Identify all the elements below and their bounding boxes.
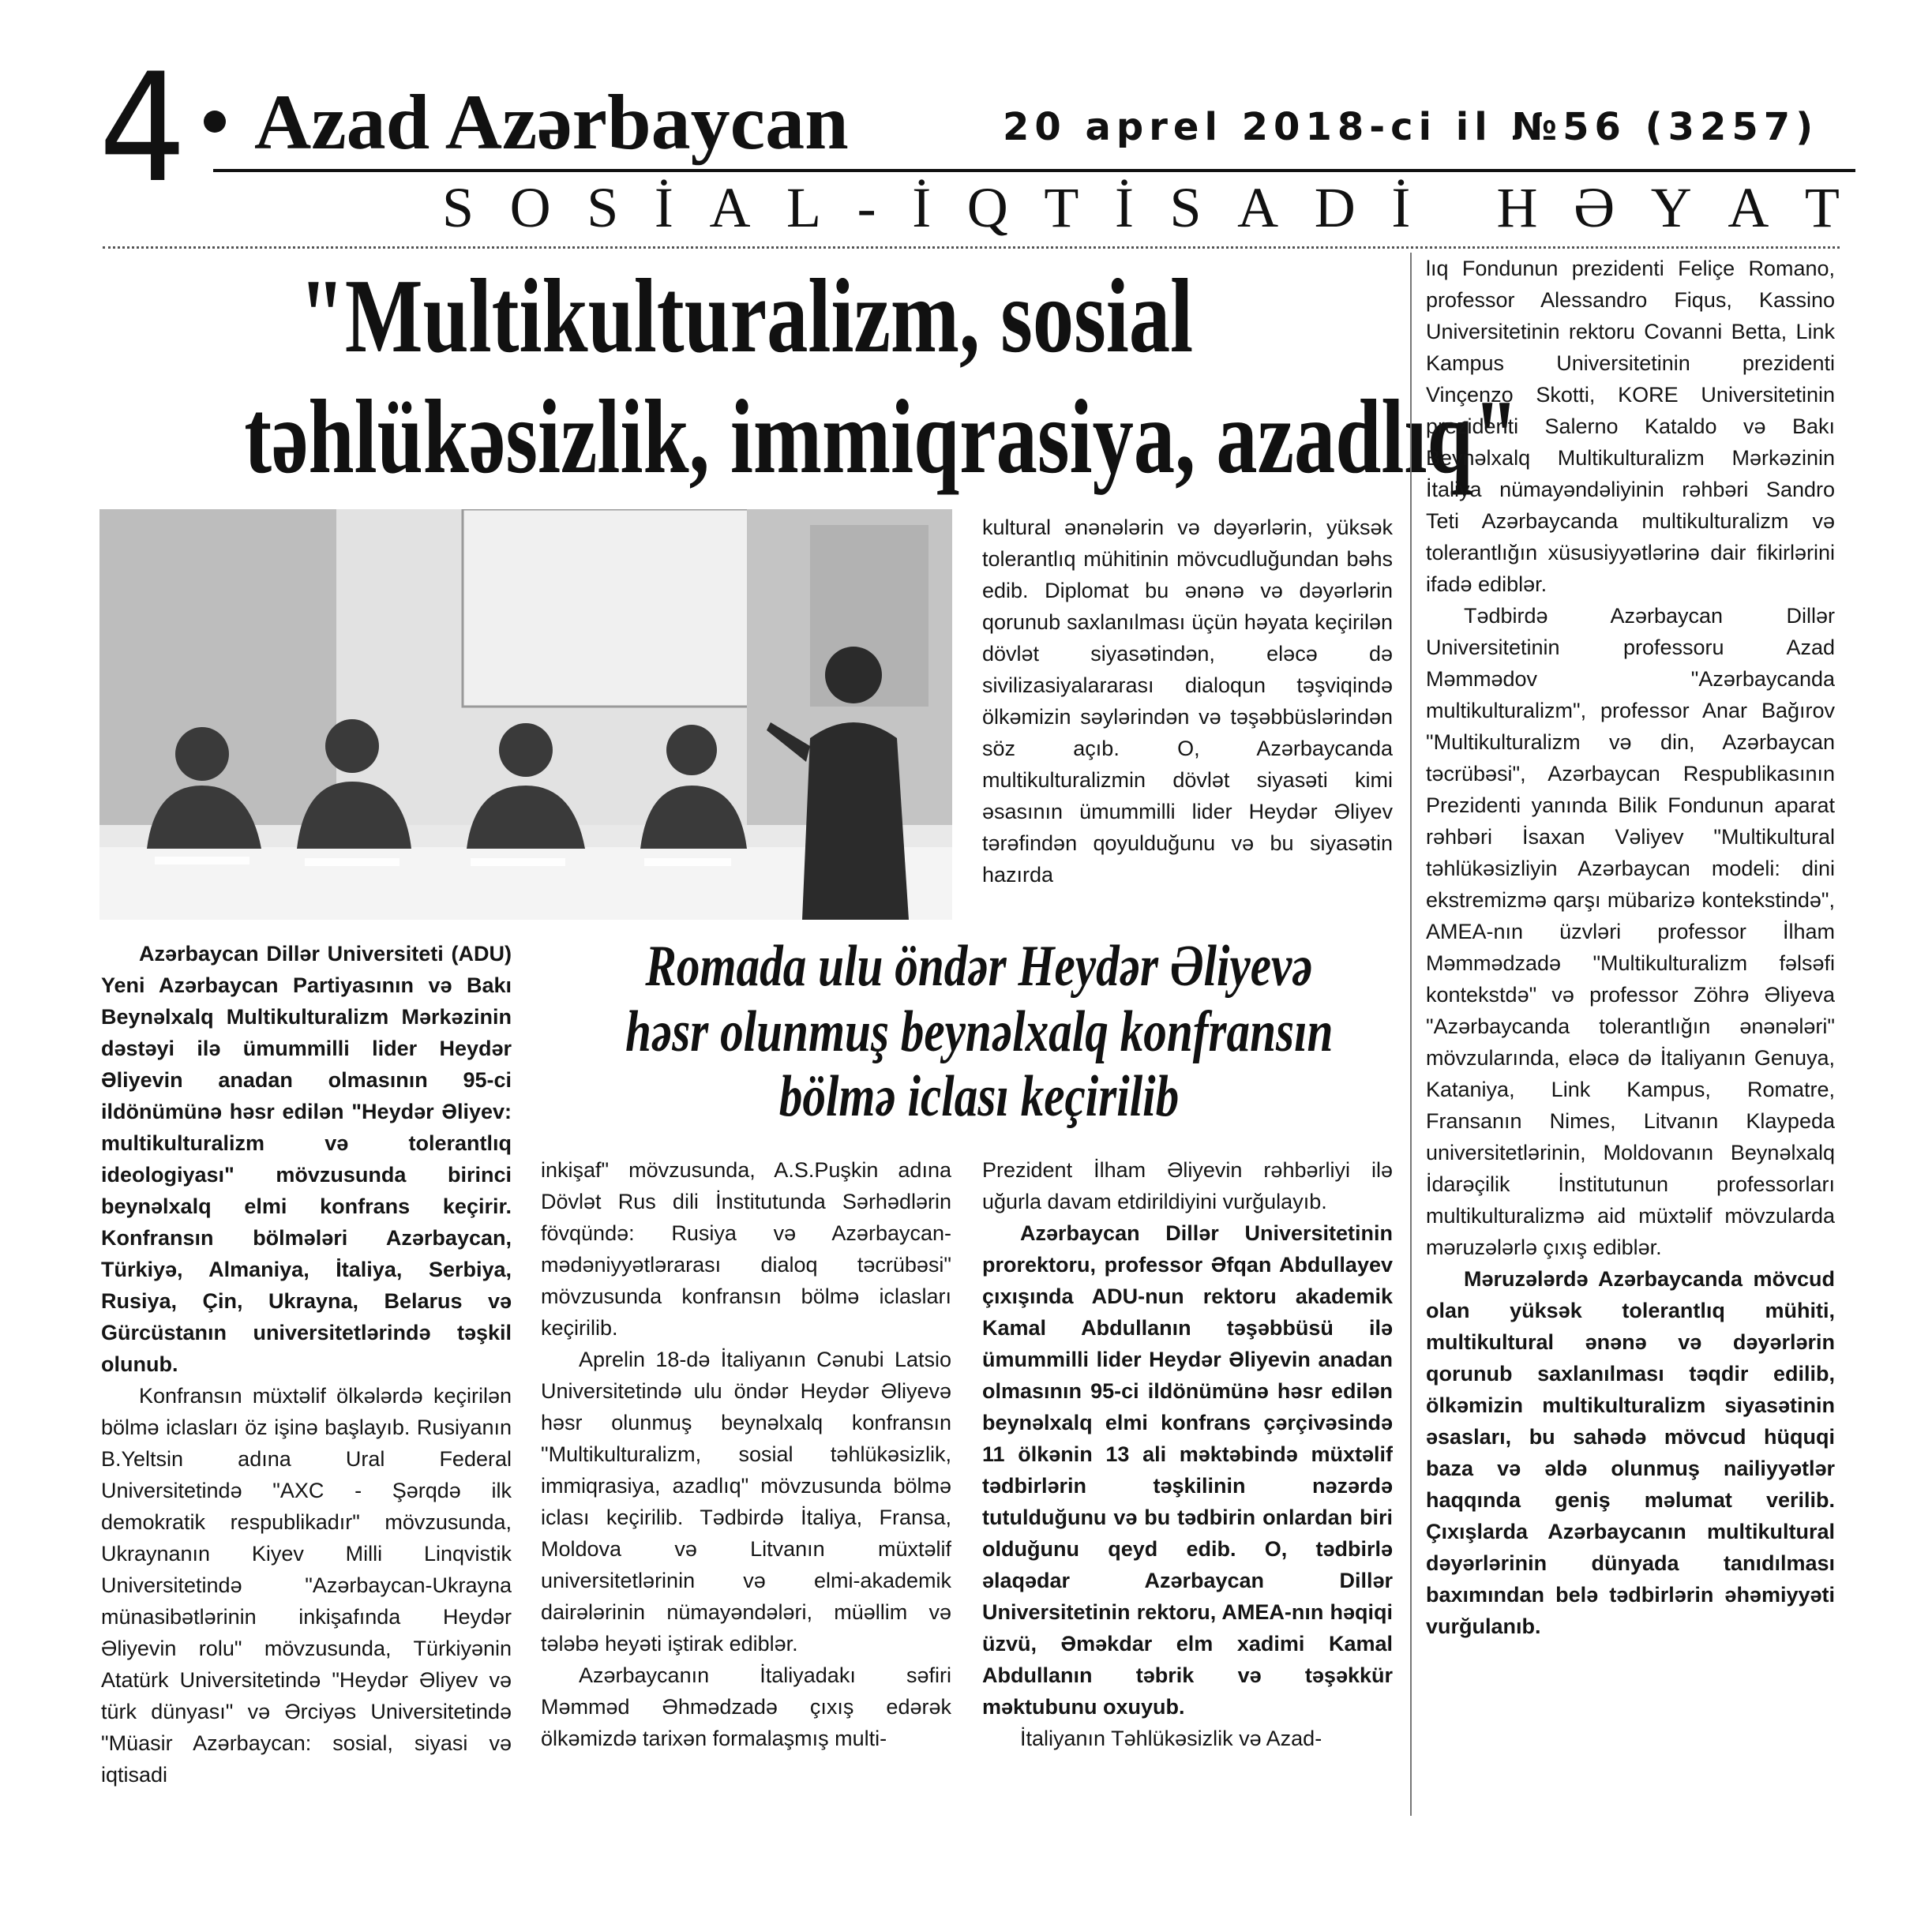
section-title-letter: Q <box>966 175 1008 239</box>
headline-line-1: "Multikulturalizm, sosial <box>298 257 1194 374</box>
section-title-letter: S <box>1169 175 1202 239</box>
section-title-letter: L <box>786 175 822 239</box>
column-divider <box>1410 253 1412 1816</box>
subheadline-line-3: bölmə iclası keçirilib <box>778 1064 1180 1129</box>
article-column-3-upper <box>982 512 1393 922</box>
section-title-letter: - <box>857 175 876 239</box>
article-column-1 <box>101 938 512 1814</box>
section-title-letter: A <box>1237 175 1279 239</box>
bullet-dot-icon <box>204 111 226 133</box>
article-paragraph: Məruzələrdə Azərbaycanda mövcud olan yüksək tolerantlıq mühiti, multikultural ənənə və dəyərlərin qorunub saxlanılması təqdir edilib, ölkəmizin multikulturalizm siyasətinin əsasları, bu sahədə mövcud hüquqi baza və əldə olunmuş nailiyyətlər haqqında geniş məlumat verilib. Çıxışlarda Azərbaycanın multikultural dəyərlərinin dünyada tanıdılması baxımından belə tədbirlərin əhəmiyyəti vurğulanıb. <box>1426 1267 1835 1638</box>
subheadline-line-1: Romada ulu öndər Heydər Əliyevə <box>645 934 1313 999</box>
article-paragraph: Aprelin 18-də İtaliyanın Cənubi Latsio Universitetində ulu öndər Heydər Əliyevə həsr olunmuş beynəlxalq konfransın "Multikulturalizm, sosial təhlükəsizlik, immiqrasiya, azadlıq" mövzusunda bölmə iclası keçirilib. Tədbirdə İtaliya, Fransa, Moldova və Litvanın müxtəlif universitetlərinin və elmi-akademik dairələrinin nümayəndələri, müəllim və tələbə heyəti iştirak ediblər. <box>541 1348 951 1656</box>
article-paragraph: İtaliyanın Təhlükəsizlik və Azad- <box>1020 1727 1322 1750</box>
section-title-letter: A <box>709 175 751 239</box>
article-paragraph: lıq Fondunun prezidenti Feliçe Romano, professor Alessandro Fiqus, Kassino Universitetinin rektoru Covanni Betta, Link Kampus Universitetinin prezidenti Vinçenzo Skotti, KORE Universitetinin prezidenti Salerno Kataldo və Bakı Beynəlxalq Multikulturalizm Mərkəzinin İtaliya nümayəndəliyinin rəhbəri Sandro Teti Azərbaycanda multikulturalizm və tolerantlığın xüsusiyyətlərinə dair fikirlərini ifadə ediblər. <box>1426 257 1835 596</box>
newspaper-title: Azad Azərbaycan <box>254 78 849 166</box>
article-paragraph: inkişaf" mövzusunda, A.S.Puşkin adına Dövlət Rus dili İnstitutunda Sərhədlərin fövqündə: Rusiya və Azərbaycan-mədəniyyətlərarası dialoq təcrübəsi" mövzusunda konfransın bölmə iclasları keçirilib. <box>541 1158 951 1340</box>
section-title-letter: İ <box>654 175 673 239</box>
section-title-letter: Ə <box>1574 175 1615 239</box>
section-divider <box>103 246 1840 249</box>
article-paragraph: Azərbaycanın İtaliyadakı səfiri Məmməd Əhmədzadə çıxış edərək ölkəmizdə tarixən formalaşmış multi- <box>541 1663 951 1750</box>
article-paragraph: Azərbaycan Dillər Universitetinin prorektoru, professor Əfqan Abdullayev çıxışında ADU-nun rektoru akademik Kamal Abdullanın təşəbbüsü ilə ümummilli lider Heydər Əliyevin anadan olmasının 95-ci ildönümünə həsr edilən beynəlxalq elmi konfrans çərçivəsində 11 ölkənin 13 ali məktəbində müxtəlif tədbirlərin təşkilinin nəzərdə tutulduğunu və bu tədbirin onlardan biri olduğunu qeyd edib. O, tədbirlə əlaqədar Azərbaycan Dillər Universitetinin rektoru, AMEA-nın həqiqi üzvü, Əməkdar elm xadimi Kamal Abdullanın təbrik və təşəkkür məktubunu oxuyub. <box>982 1221 1393 1719</box>
issue-date-number: 20 aprel 2018-ci il №56 (3257) <box>1003 105 1819 149</box>
article-column-3-lower <box>982 1154 1393 1814</box>
section-title-letter: İ <box>1391 175 1411 239</box>
section-title-letter: A <box>1728 175 1769 239</box>
headline-line-2: təhlükəsizlik, immiqrasiya, azadlıq" <box>244 378 1519 495</box>
section-title-letter: T <box>1044 175 1079 239</box>
article-column-2 <box>541 1154 951 1814</box>
page-number: 4 <box>99 41 187 216</box>
section-title-letter: H <box>1496 175 1538 239</box>
article-paragraph: Konfransın müxtəlif ölkələrdə keçirilən bölmə iclasları öz işinə başlayıb. Rusiyanın B.Yeltsin adına Ural Federal Universitetində "AXC - Şərqdə ilk demokratik respublikadır" mövzusunda, Ukraynanın Kiyev Milli Linqvistik Universitetində "Azərbaycan-Ukrayna münasibətlərinin inkişafında Heydər Əliyevin rolu" mövzusunda, Türkiyənin Atatürk Universitetində "Heydər Əliyev və türk dünyası" və Ərciyəs Universitetində "Müasir Azərbaycan: sosial, siyasi və iqtisadi <box>101 1384 512 1787</box>
article-paragraph: Azərbaycan Dillər Universiteti (ADU) Yeni Azərbaycan Partiyasının və Bakı Beynəlxalq Multikulturalizm Mərkəzinin dəstəyi ilə ümummilli lider Heydər Əliyevin anadan olmasının 95-ci ildönümünə həsr edilən "Heydər Əliyev: multikulturalizm və tolerantlıq ideologiyası" mövzusunda birinci beynəlxalq elmi konfrans keçirir. Konfransın bölmələri Azərbaycan, Türkiyə, Almaniya, İtaliya, Serbiya, Rusiya, Çin, Ukrayna, Belarus və Gürcüstanın universitetlərində təşkil olunub. <box>101 942 512 1376</box>
section-title <box>442 172 1840 243</box>
conference-photo <box>99 509 952 920</box>
section-title-letter: İ <box>912 175 932 239</box>
article-paragraph: Tədbirdə Azərbaycan Dillər Universitetinin professoru Azad Məmmədov "Azərbaycanda multikulturalizm", professor Anar Bağırov "Multikulturalizm və din, Azərbaycan təcrübəsi", Azərbaycan Respublikasının Prezidenti yanında Bilik Fondunun aparat rəhbəri İsaxan Vəliyev "Multikultural təhlükəsizliyin Azərbaycan modeli: dini ekstremizmə qarşı mübarizə kontekstində", AMEA-nın üzvləri professor İlham Məmmədzadə "Multikulturalizm fəlsəfi kontekstdə" və professor Zöhrə Əliyeva "Azərbaycanda tolerantlığın ənənələri" mövzularında, eləcə də İtaliyanın Genuya, Kataniya, Link Kampus, Romatre, Fransanın Nimes, Litvanın Klaypeda universitetlərinin, Moldovanın Beynəlxalq İdarəçilik İnstitutunun professorları multikulturalizmə aid müxtəlif mövzularda məruzələrlə çıxış ediblər. <box>1426 604 1835 1259</box>
subheadline-line-2: həsr olunmuş beynəlxalq konfransın <box>625 999 1334 1064</box>
section-title-letter: D <box>1314 175 1356 239</box>
section-title-letter: T <box>1804 175 1840 239</box>
article-paragraph: kultural ənənələrin və dəyərlərin, yüksək tolerantlıq mühitinin mövcudluğundan bəhs edib. Diplomat bu ənənə və dəyərlərin qorunub saxlanılması üçün həyata keçirilən dövlət siyasətindən, eləcə də sivilizasiyalararası dialoqun təşviqində ölkəmizin səylərindən və təşəbbüslərindən söz açıb. O, Azərbaycanda multikulturalizmin dövlət siyasəti kimi əsasının ümummilli lider Heydər Əliyev tərəfindən qoyulduğunu və bu siyasətin hazırda <box>982 516 1393 887</box>
section-title-letter: S <box>442 175 475 239</box>
article-paragraph: Prezident İlham Əliyevin rəhbərliyi ilə uğurla davam etdirildiyini vurğulayıb. <box>982 1158 1393 1213</box>
section-title-letter: O <box>509 175 551 239</box>
section-title-letter <box>1446 175 1461 241</box>
section-title-letter: S <box>587 175 619 239</box>
section-title-letter: Y <box>1650 175 1692 239</box>
section-title-letter: İ <box>1114 175 1134 239</box>
article-column-4 <box>1426 253 1835 1816</box>
